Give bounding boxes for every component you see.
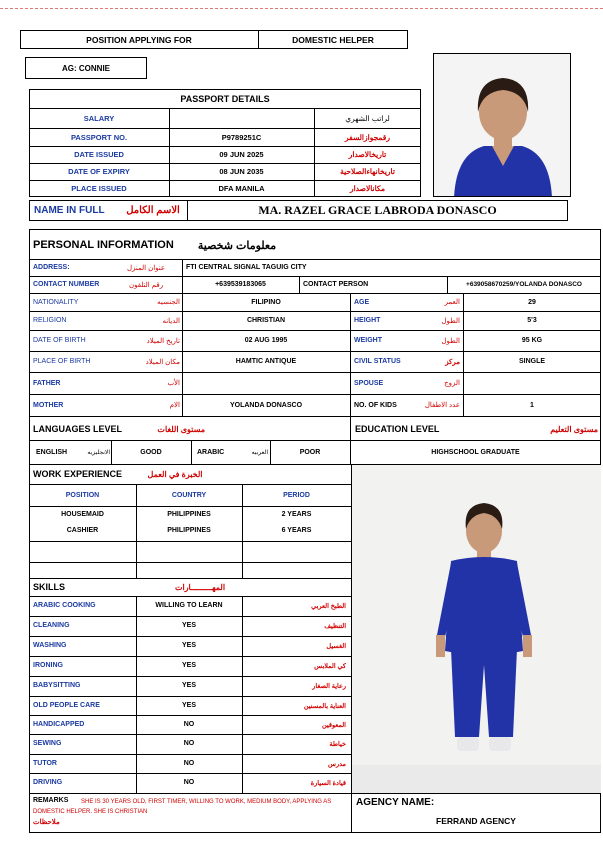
civil-status-label: CIVIL STATUS: [354, 358, 401, 365]
civil-status-value: SINGLE: [518, 358, 546, 365]
skill-value: YES: [181, 662, 196, 670]
skill-label-ar: التنظيف: [324, 622, 346, 630]
work-row-period: 6 YEARS: [281, 526, 312, 534]
weight-ar: الطول: [441, 337, 460, 345]
work-row-country: PHILIPPINES: [167, 526, 211, 534]
religion-ar: الديانه: [162, 317, 180, 325]
religion-value: CHRISTIAN: [246, 317, 286, 324]
skill-label-ar: الطبخ العربي: [311, 602, 346, 610]
name-value: MA. RAZEL GRACE LABRODA DONASCO: [258, 203, 497, 217]
arabic-value: POOR: [299, 448, 321, 456]
work-row-position: HOUSEMAID: [61, 510, 104, 518]
skill-label: WASHING: [33, 642, 67, 650]
height-ar: الطول: [441, 317, 460, 325]
pob-label: PLACE OF BIRTH: [33, 358, 91, 365]
personal-info-title: PERSONAL INFORMATION: [33, 239, 174, 251]
education-title-ar: مستوى التعليم: [550, 424, 598, 434]
spouse-label: SPOUSE: [354, 379, 384, 387]
skill-label-ar: خياطة: [329, 740, 346, 748]
passport-salary-value: [169, 108, 314, 128]
english-label: ENGLISH: [36, 448, 68, 456]
skills-title-ar: المهـــــــــارات: [174, 582, 226, 592]
position-applying-label: POSITION APPLYING FOR: [86, 34, 192, 45]
skill-value: NO: [183, 760, 195, 768]
kids-value: 1: [530, 401, 534, 409]
skill-label-ar: كي الملابس: [314, 662, 346, 670]
pob-value: HAMTIC ANTIQUE: [235, 358, 297, 365]
skills-title: SKILLS: [33, 582, 66, 592]
contact-label-ar: رقم التلفون: [128, 281, 164, 289]
passport-salary-label: SALARY: [83, 113, 115, 123]
kids-ar: عدد الاطفال: [424, 402, 460, 409]
address-value: FTI CENTRAL SIGNAL TAGUIG CITY: [186, 264, 307, 271]
skill-label-ar: الغسيل: [326, 642, 346, 650]
height-label: HEIGHT: [354, 317, 381, 324]
work-row-period: 2 YEARS: [281, 510, 312, 518]
spouse-ar: الزوج: [444, 380, 460, 387]
english-ar: الانجليزيه: [87, 449, 110, 456]
full-body-photo: [351, 465, 601, 793]
nationality-ar: الجنسيه: [157, 299, 180, 306]
contact-value: +639539183065: [215, 281, 266, 288]
work-header-country: COUNTRY: [171, 491, 207, 499]
passport-photo: [433, 53, 571, 197]
spouse-value: [463, 372, 601, 394]
skill-value: YES: [181, 682, 196, 690]
top-dashed-rule: [0, 8, 603, 9]
address-label: ADDRESS:: [33, 264, 70, 271]
work-row-position: CASHIER: [66, 526, 99, 534]
arabic-ar: العربيه: [251, 449, 268, 456]
father-label: FATHER: [33, 379, 61, 387]
passport-place-label: PLACE ISSUED: [71, 184, 127, 193]
father-value: [182, 372, 350, 394]
passport-place-ar: مكانالاصدار: [349, 184, 386, 193]
skill-label-ar: رعاية الصغار: [312, 682, 346, 690]
passport-number-value: P9789251C: [221, 132, 262, 142]
age-value: 29: [528, 298, 536, 306]
english-value: GOOD: [140, 448, 162, 456]
skill-value: NO: [183, 721, 195, 729]
skill-value: NO: [183, 740, 195, 748]
dob-ar: تاريخ الميلاد: [146, 337, 180, 345]
skill-value: NO: [183, 779, 195, 787]
skill-label: OLD PEOPLE CARE: [33, 702, 100, 710]
passport-issued-label: DATE ISSUED: [74, 150, 124, 159]
passport-issued-value: 09 JUN 2025: [219, 150, 264, 159]
skill-label: IRONING: [33, 662, 63, 670]
skill-label-ar: العناية بالمسنين: [303, 702, 346, 710]
passport-place-value: DFA MANILA: [218, 184, 265, 193]
weight-value: 95 KG: [521, 337, 543, 344]
personal-info-title-ar: معلومات شخصية: [197, 239, 277, 252]
name-label-ar: الاسم الكامل: [126, 205, 180, 216]
passport-details-title: PASSPORT DETAILS: [180, 93, 270, 104]
agency-value: FERRAND AGENCY: [436, 816, 516, 826]
passport-number-ar: رقمجوازالسفر: [345, 132, 390, 142]
father-ar: الأب: [167, 380, 180, 387]
dob-label: DATE OF BIRTH: [33, 337, 86, 344]
dob-value: 02 AUG 1995: [244, 337, 288, 344]
nationality-value: FILIPINO: [251, 298, 281, 306]
remarks-label-ar: ملاحظات: [33, 819, 60, 826]
height-value: 5'3: [527, 317, 537, 324]
skill-label: HANDICAPPED: [33, 721, 85, 729]
skill-label: TUTOR: [33, 760, 57, 768]
agency-label: AGENCY NAME:: [356, 797, 435, 808]
skill-label-ar: المعوقين: [321, 721, 346, 729]
passport-salary-ar: لراتب الشهري: [345, 113, 390, 123]
mother-value: YOLANDA DONASCO: [229, 401, 303, 409]
skill-label: BABYSITTING: [33, 682, 81, 690]
position-applying-value: DOMESTIC HELPER: [292, 34, 374, 45]
kids-label: NO. OF KIDS: [354, 401, 397, 409]
nationality-label: NATIONALITY: [33, 298, 79, 306]
passport-number-label: PASSPORT NO.: [70, 132, 128, 142]
contact-person-value: +639058670259/YOLANDA DONASCO: [466, 281, 582, 288]
age-label: AGE: [354, 298, 370, 306]
education-value: HIGHSCHOOL GRADUATE: [431, 448, 520, 456]
address-label-ar: عنوان المنزل: [126, 264, 166, 272]
mother-label: MOTHER: [33, 401, 64, 409]
passport-expiry-value: 08 JUN 2035: [219, 167, 264, 176]
civil-status-ar: مركز: [445, 358, 460, 366]
religion-label: RELIGION: [33, 317, 67, 324]
work-title: WORK EXPERIENCE: [33, 469, 123, 479]
remarks-text: SHE IS 30 YEARS OLD, FIRST TIMER, WILLING TO WORK, MEDIUM BODY, APPLYING AS DOMESTIC HELPER. SHE IS CHRISTIAN: [33, 799, 332, 815]
languages-title-ar: مستوى اللغات: [157, 424, 205, 434]
mother-ar: الام: [169, 402, 180, 409]
work-title-ar: الخبرة في العمل: [147, 469, 203, 479]
passport-expiry-label: DATE OF EXPIRY: [68, 167, 130, 176]
skill-value: WILLING TO LEARN: [155, 602, 223, 610]
passport-expiry-ar: تاريخانهاءالصلاحية: [340, 167, 395, 176]
contact-label: CONTACT NUMBER: [33, 281, 100, 288]
skill-label: SEWING: [33, 740, 62, 748]
skill-value: YES: [181, 622, 196, 630]
weight-label: WEIGHT: [354, 337, 382, 344]
age-ar: العمر: [444, 299, 460, 306]
remarks-label: REMARKS: [33, 797, 69, 804]
languages-title: LANGUAGES LEVEL: [33, 424, 123, 434]
agent-label: AG: CONNIE: [62, 63, 110, 73]
work-header-position: POSITION: [65, 491, 100, 499]
skill-label: DRIVING: [33, 779, 63, 787]
skill-value: YES: [181, 642, 196, 650]
contact-person-label: CONTACT PERSON: [303, 281, 369, 288]
pob-ar: مكان الميلاد: [145, 358, 180, 366]
education-title: EDUCATION LEVEL: [355, 424, 440, 434]
skill-label: CLEANING: [33, 622, 70, 630]
skill-label-ar: قيادة السيارة: [310, 779, 346, 787]
passport-issued-ar: تاريخالاصدار: [348, 150, 387, 159]
skill-value: YES: [181, 702, 196, 710]
skill-label-ar: مدرس: [328, 760, 346, 768]
arabic-label: ARABIC: [197, 448, 225, 456]
skill-label: ARABIC COOKING: [33, 602, 96, 610]
work-header-period: PERIOD: [283, 491, 310, 499]
work-row-country: PHILIPPINES: [167, 510, 211, 518]
name-label: NAME IN FULL: [34, 205, 105, 216]
